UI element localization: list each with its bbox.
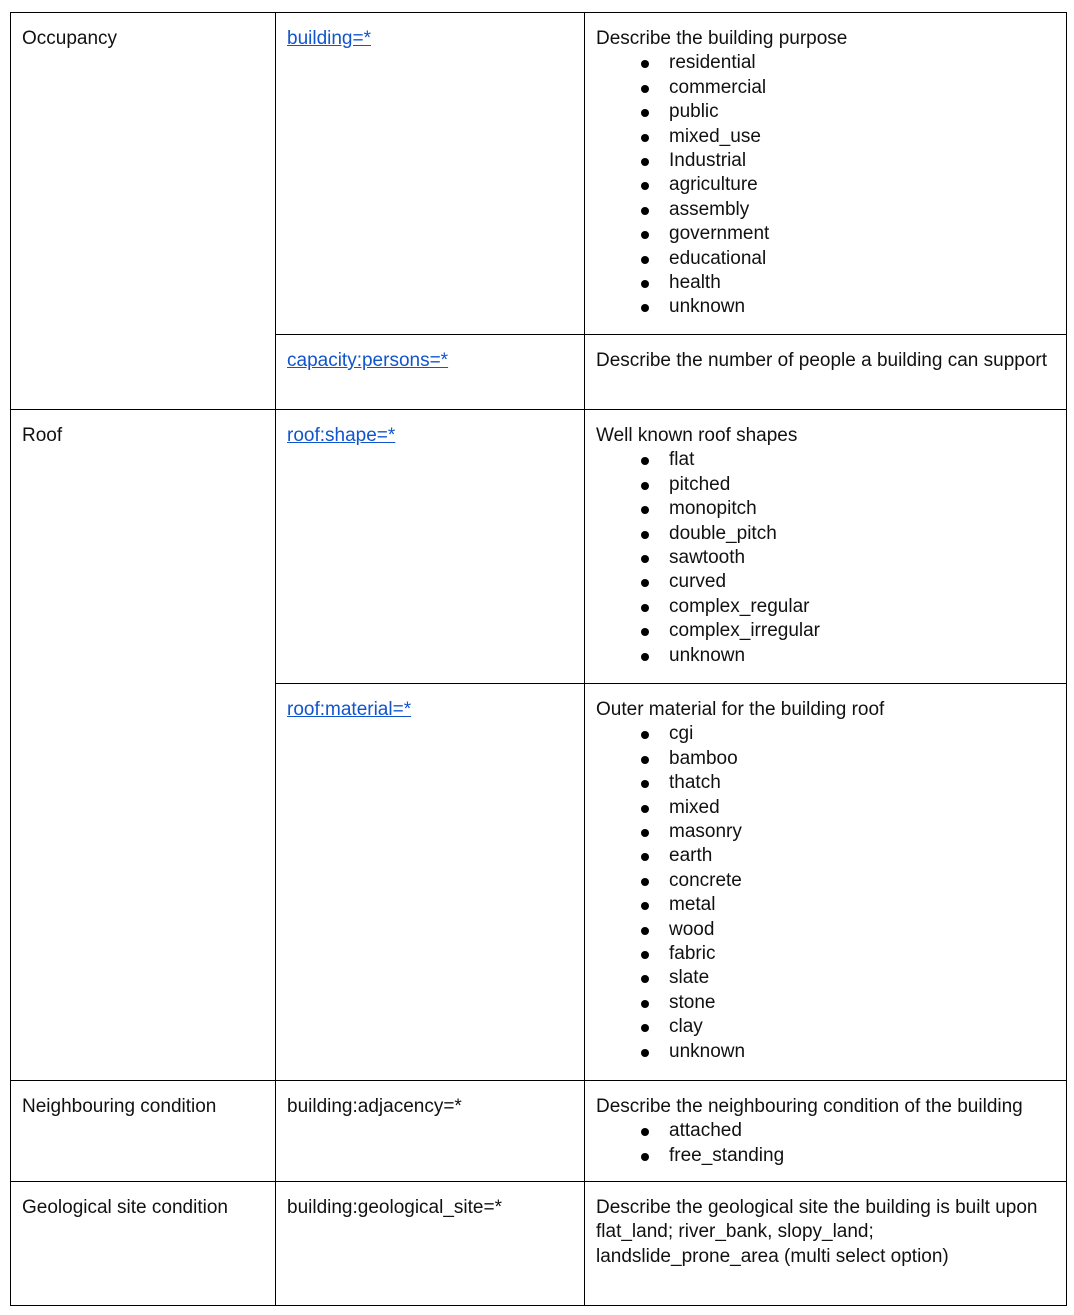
- list-item: wood: [596, 918, 1055, 942]
- tag-text-building-geological-site: building:geological_site=*: [287, 1197, 502, 1218]
- list-item: health: [596, 271, 1055, 295]
- category-cell: [11, 13, 276, 410]
- table-row: [11, 410, 1067, 684]
- description-text: Describe the neighbouring condition of the building: [596, 1096, 1023, 1117]
- list-item: public: [596, 100, 1055, 124]
- tag-cell: [276, 410, 585, 684]
- tag-link-roof-material[interactable]: roof:material=*: [287, 699, 412, 720]
- tag-link-roof-shape[interactable]: roof:shape=*: [287, 425, 396, 446]
- list-item: educational: [596, 247, 1055, 271]
- description-cell: [585, 13, 1067, 335]
- description-text: Well known roof shapes: [596, 425, 798, 446]
- description-cell: [585, 1182, 1067, 1306]
- category-label: Geological site condition: [22, 1197, 228, 1218]
- description-text: Describe the number of people a building can support: [596, 350, 1048, 371]
- list-item: government: [596, 222, 1055, 246]
- tag-cell: [276, 684, 585, 1081]
- description-cell: [585, 1081, 1067, 1182]
- list-item: stone: [596, 991, 1055, 1015]
- list-item: double_pitch: [596, 522, 1055, 546]
- category-label: Roof: [22, 425, 63, 446]
- list-item: clay: [596, 1015, 1055, 1039]
- list-item: unknown: [596, 1040, 1055, 1064]
- category-cell: [11, 1182, 276, 1306]
- list-item: complex_regular: [596, 595, 1055, 619]
- description-cell: [585, 410, 1067, 684]
- tag-cell: [276, 1182, 585, 1306]
- list-item: pitched: [596, 473, 1055, 497]
- category-label: Occupancy: [22, 28, 118, 49]
- description-extra-text: flat_land; river_bank, slopy_land; landslide_prone_area (multi select option): [596, 1221, 949, 1267]
- tag-link-building[interactable]: building=*: [287, 28, 371, 49]
- list-item: unknown: [596, 295, 1055, 319]
- tag-link-capacity-persons[interactable]: capacity:persons=*: [287, 350, 449, 371]
- list-item: assembly: [596, 198, 1055, 222]
- list-item: unknown: [596, 644, 1055, 668]
- list-item: sawtooth: [596, 546, 1055, 570]
- list-item: complex_irregular: [596, 619, 1055, 643]
- category-cell: [11, 1081, 276, 1182]
- list-item: bamboo: [596, 747, 1055, 771]
- option-list: [596, 1119, 1055, 1168]
- option-list: [596, 722, 1055, 1064]
- description-cell: [585, 684, 1067, 1081]
- list-item: metal: [596, 893, 1055, 917]
- description-text: Describe the geological site the building is built upon: [596, 1197, 1038, 1218]
- category-label: Neighbouring condition: [22, 1096, 217, 1117]
- list-item: mixed: [596, 796, 1055, 820]
- table-row: [11, 13, 1067, 335]
- list-item: commercial: [596, 76, 1055, 100]
- description-text: Describe the building purpose: [596, 28, 848, 49]
- option-list: [596, 51, 1055, 319]
- description-text: Outer material for the building roof: [596, 699, 885, 720]
- tag-cell: [276, 1081, 585, 1182]
- list-item: residential: [596, 51, 1055, 75]
- list-item: cgi: [596, 722, 1055, 746]
- tag-cell: [276, 335, 585, 410]
- list-item: Industrial: [596, 149, 1055, 173]
- list-item: free_standing: [596, 1144, 1055, 1168]
- table-row: [11, 1081, 1067, 1182]
- list-item: earth: [596, 844, 1055, 868]
- list-item: flat: [596, 448, 1055, 472]
- list-item: thatch: [596, 771, 1055, 795]
- category-cell: [11, 410, 276, 1081]
- tag-text-building-adjacency: building:adjacency=*: [287, 1096, 462, 1117]
- option-list: [596, 448, 1055, 668]
- tag-cell: [276, 13, 585, 335]
- list-item: attached: [596, 1119, 1055, 1143]
- table-row: [11, 1182, 1067, 1306]
- list-item: fabric: [596, 942, 1055, 966]
- list-item: monopitch: [596, 497, 1055, 521]
- list-item: mixed_use: [596, 125, 1055, 149]
- description-cell: [585, 335, 1067, 410]
- tag-table: [10, 12, 1067, 1306]
- list-item: concrete: [596, 869, 1055, 893]
- list-item: masonry: [596, 820, 1055, 844]
- list-item: curved: [596, 570, 1055, 594]
- list-item: agriculture: [596, 173, 1055, 197]
- list-item: slate: [596, 966, 1055, 990]
